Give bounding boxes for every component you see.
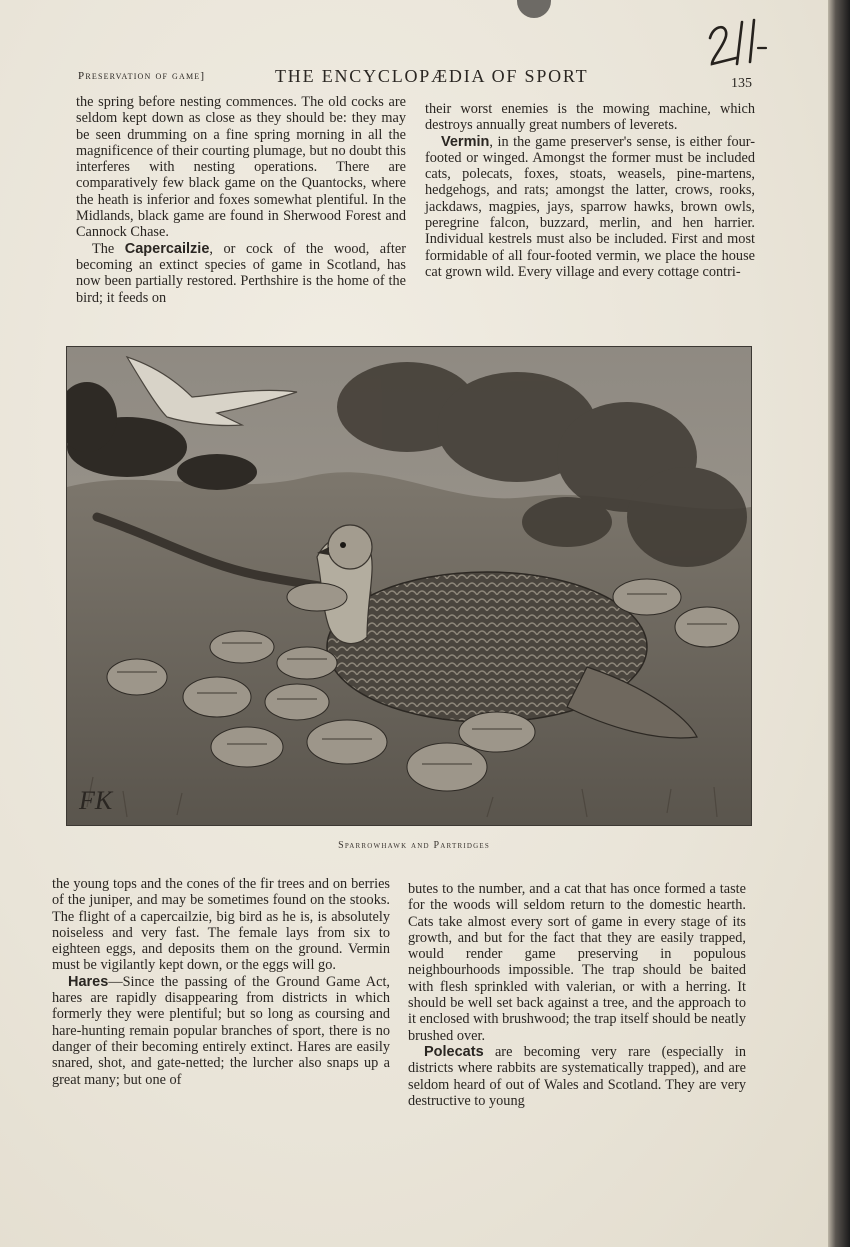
paragraph: the young tops and the cones of the fir trees and on berries of the juniper, and may be sometimes found on the stooks. The flight of a capercailzie, big bird as he is, is absolutely noiseless and very fast. The female lays from six to eighteen eggs, and deposits them on the ground. Vermin must be vigilantly kept down, or the eggs will go. (52, 876, 390, 974)
section-heading: Preservation of game] (78, 70, 206, 82)
column-bottom-left (52, 876, 390, 1088)
paragraph-hares: Hares—Since the passing of the Ground Game Act, hares are rapidly disappearing from districts in which formerly they were plentiful; but so long as coursing and hare-hunting remain popular branches of sport, there is no danger of their becoming entirely extinct. Hares are easily snared, shot, and gate-netted; the lurcher also snaps up a great many; but one of (52, 973, 390, 1088)
binding-hole (517, 0, 551, 18)
column-top-right (425, 101, 755, 280)
paragraph-capercailzie: The Capercailzie, or cock of the wood, after becoming an extinct species of game in Scotland, has now been partially restored. Perthshire is the home of the bird; it feeds on (76, 240, 406, 306)
column-bottom-right (408, 881, 746, 1109)
page-edge-shadow (828, 0, 850, 1247)
lead-word: Vermin (441, 133, 490, 150)
paragraph: their worst enemies is the mowing machine, which destroys annually great numbers of leverets. (425, 101, 755, 134)
running-head (78, 68, 758, 90)
paragraph: butes to the number, and a cat that has once formed a taste for the woods will seldom return to the domestic hearth. Cats take almost every sort of game in every stage of its growth, and but for the fact that they are easily trapped, would render game preserving in populous neighbourhoods impossible. The trap should be baited with flesh sprinkled with valerian, or with a herring. It should be well set back against a tree, and the approach to it enclosed with brushwood; the trap itself should be neatly brushed over. (408, 881, 746, 1044)
lead-word: Capercailzie (124, 240, 210, 257)
lead-word: Hares (68, 973, 109, 990)
paragraph-vermin: Vermin, in the game preserver's sense, is either four-footed or winged. Amongst the former must be included cats, polecats, foxes, stoats, weasels, pine-martens, hedgehogs, and rats; amongst the latter, crows, rooks, jackdaws, magpies, jays, sparrow hawks, brown owls, peregrine falcon, buzzard, merlin, and hen harrier. Individual kestrels must also be included. First and most formidable of all four-footed vermin, we place the house cat grown wild. Every village and every cottage contri- (425, 133, 755, 280)
handwritten-folio-number (706, 14, 768, 70)
illustration-caption: Sparrowhawk and Partridges (338, 840, 490, 851)
column-top-left (76, 94, 406, 306)
illustration-plate (66, 346, 752, 826)
book-title: THE ENCYCLOPÆDIA OF SPORT (275, 66, 589, 86)
page-number: 135 (731, 76, 752, 91)
artist-monogram: FK (79, 786, 113, 815)
lead-word: Polecats (424, 1043, 484, 1060)
paragraph-polecats: Polecats are becoming very rare (especially in districts where rabbits are systematically trapped), and are seldom heard of out of Wales and Scotland. They are very destructive to young (408, 1043, 746, 1109)
paragraph: the spring before nesting commences. The old cocks are seldom kept down as close as they should be: they may be seen drumming on a fine spring morning in all the magnificence of their courting plumage, but no doubt this interferes with nesting operations. There are comparatively few black game on the Quantocks, where the heath is inferior and foxes somewhat plentiful. In the Midlands, black game are found in Sherwood Forest and Cannock Chase. (76, 94, 406, 241)
